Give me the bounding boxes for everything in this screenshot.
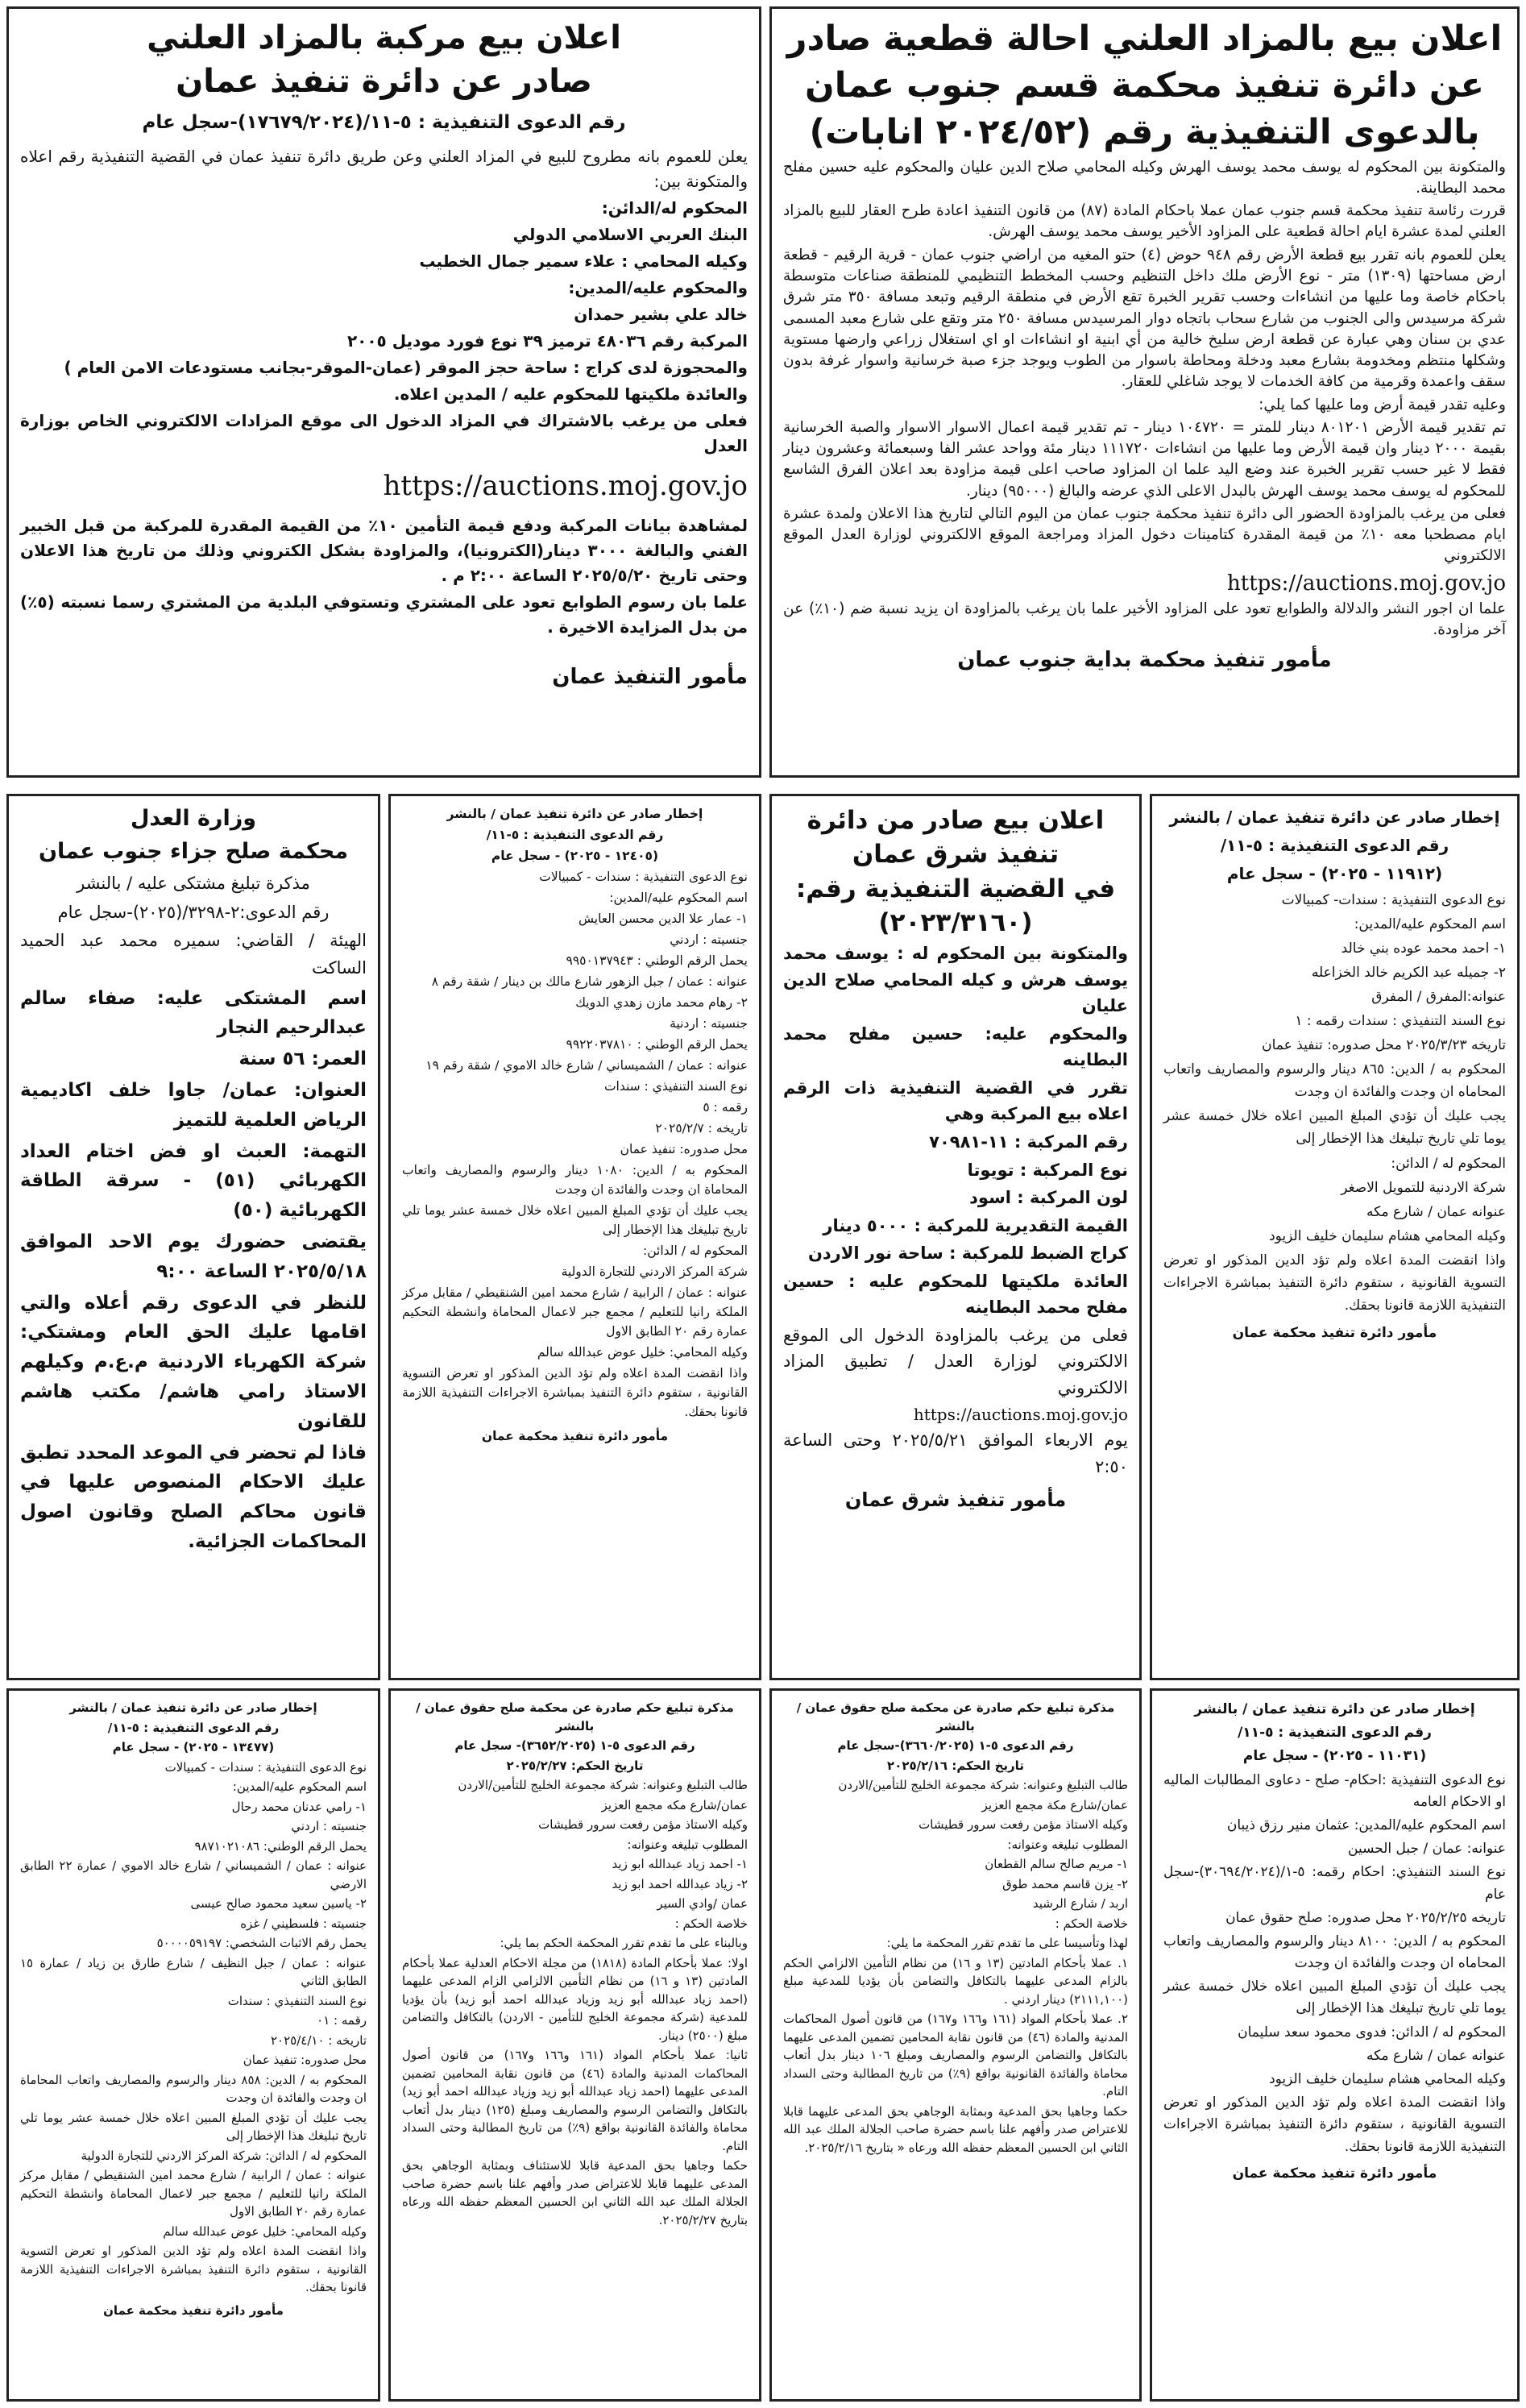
notice-paragraph: نوع الدعوى التنفيذية : سندات - كمبيالات <box>539 870 748 885</box>
notice-paragraph: جنسيته : اردنية <box>670 1016 748 1032</box>
notice-paragraph: المحكوم به / الدين: ٨٦٥ دينار والرسوم والمصاريف واتعاب المحاماه ان وجدت والفائدة ان وجدت <box>1163 1061 1506 1101</box>
notice-bold-line: لمشاهدة بيانات المركبة ودفع قيمة التأمين ١٠٪ من القيمة المقدرة للمركبة من قبل الخبير الفني والبالغة ٣٠٠٠ دينار(الكترونيا)، والمزاودة بشكل الكتروني وذلك من تاريخ هذا الاعلان وحتى تاريخ ٢٠٢٥/٥/٢٠ الساعة ٢:٠٠ م . <box>20 516 748 586</box>
notice-heading-line: رقم الدعوى التنفيذية : ٥-١١/ <box>1220 836 1449 855</box>
notice-paragraph: رقمه : ٥ <box>703 1100 748 1115</box>
notice-summons-south-amman <box>6 794 380 1680</box>
notice-bold-line: للنظر في الدعوى رقم أعلاه والتي اقامها عليك الحق العام ومشتكي: شركة الكهرباء الاردنية م.ع.م وكيلهم الاستاذ رامي هاشم/ مكتب هاشم للقانون <box>20 1292 367 1432</box>
notice-paragraph: شركة المركز الاردني للتجارة الدولية <box>561 1264 748 1280</box>
notice-judgment-3652 <box>388 1688 761 2402</box>
notice-paragraph: يعلن للعموم بانه تقرر بيع قطعة الأرض رقم ٩٤٨ حوض (٤) حتو المغيه من اراضي جنوب عمان - قرية الرقيم - قطعة ارض مساحتها (١٣٠٩) متر - نوع الأرض ملك داخل التنظيم وحسب المخطط التنظيمي للمنطقة صناعات متوسطة باحكام خاصة وما عليها من انشاءات وحسب تقرير الخبرة تقع الأرض في منطقة الرقيم وتبعد مسافة ٣٥٠ متر شرق شركة مرسيدس والى الجنوب من شارع سحاب باتجاه دوار المرسيدس مسافة ٢٥٠ متر وتقع على شارع معبد المسمى عدي بن سنان وهي عبارة عن قطعة ارض سليخ خالية من أي ابنية او انشاءات او اي استغلال زراعي وارضها مستوية وشكلها منتظم ومخدومة بشارع معبد ودخلة ومحاطة باسوار من الطوب ويوجد جزء صبة خرسانية واسوار غرفة بدون سقف واعمدة وقرمية من كافة الخدمات لا يوجد شاغلي للعقار. <box>783 246 1507 391</box>
notice-paragraph: نوع الدعوى التنفيذية : سندات - كمبيالات <box>164 1759 367 1775</box>
notice-paragraph: يجب عليك أن تؤدي المبلغ المبين اعلاه خلال خمسة عشر يوما تلي تاريخ تبليغك هذا الإخطار إلى <box>1163 1978 1506 2017</box>
notice-paragraph: تاريخه ٢٠٢٥/٢/٢٥ محل صدوره: صلح حقوق عمان <box>1225 1909 1506 1926</box>
notice-paragraph: نوع السند التنفيذي: احكام رقمه: ٥-١/(٣٠٦٩٤/٢٠٢٤)-سجل عام <box>1163 1864 1506 1903</box>
notice-paragraph: طالب التبليغ وعنوانه: شركة مجموعة الخليج للتأمين/الاردن <box>838 1778 1128 1792</box>
notice-paragraph: عنوانه : عمان / الرابية / شارع محمد امين الشنقيطي / مقابل مركز الملكة رانيا للتعليم / مجمع جبر لاعمال المحاماة وانشطة التحكيم عمارة رقم ٢٠ الطابق الاول <box>20 2168 367 2219</box>
notice-paragraph: المحكوم له / الدائن: <box>642 1243 748 1259</box>
notice-execution-11912 <box>1150 794 1520 1680</box>
notice-paragraph: ١. عملا بأحكام المادتين (١٣ و ١٦) من نظام التأمين الالزامي الحكم بالزام المدعى عليهما بالتكافل والتضامن بأن يؤديا للمدعية مبلغ (٢١١١,١٠٠) دينار اردني . <box>783 1955 1128 2007</box>
notice-paragraph: ٢- رهام محمد مازن زهدي الدويك <box>575 995 748 1011</box>
auction-site-link[interactable]: https://auctions.moj.gov.jo <box>383 469 748 502</box>
notice-paragraph: جنسيته : فلسطيني / غزه <box>240 1916 367 1931</box>
notice-paragraph: حكما وجاهيا بحق المدعية قابلا للاستئناف وبمثابة الوجاهي بحق المدعى عليهما قابلا للاعتراض صدر وأفهم علنا باسم حضرة صاحب الجلالة الملك عبد الله الثاني ابن الحسين المعظم حفظه الله ورعاه بتاريخ ٢٠٢٥/٢/٢٧. <box>402 2158 748 2227</box>
notice-title: (٢٠٢٣/٣١٦٠) <box>878 907 1033 937</box>
notice-paragraph: ٢- جميله عبد الكريم خالد الخزاعله <box>1311 965 1506 982</box>
notice-bold-line: لون المركبة : اسود <box>969 1188 1128 1208</box>
notice-heading-line: رقم الدعوى:٢-٣٢٩٨/(٢٠٢٥)-سجل عام <box>57 902 330 922</box>
notice-paragraph: يحمل الرقم الوطني : ٩٩٢٢٠٣٧٨١٠ <box>566 1037 748 1052</box>
notice-paragraph: ٢. عملا بأحكام المواد (١٦١ و١٦٦ و١٦٧) من قانون أصول المحاكمات المدنية والمادة (٤٦) من قانون نقابة المحامين تضمين المدعى عليهما بالتكافل والتضامن الرسوم والمصاريف ومبلغ ١٠٦ دينار بدل أتعاب محاماة والفائدة القانونية بواقع (٩٪) من تاريخ المطالبة وحتى السداد التام. <box>783 2012 1129 2099</box>
notice-signature: مأمور دائرة تنفيذ محكمة عمان <box>103 2302 284 2318</box>
notice-paragraph: عنوانه: عمان / جبل الحسين <box>1348 1841 1506 1858</box>
notice-heading-line: رقم الدعوى ٥-١ (٣٦٦٠/٢٠٢٥)-سجل عام <box>837 1738 1074 1753</box>
notice-bold-line: والمتكونة بين المحكوم له : يوسف محمد يوسف هرش و كيله المحامي صلاح الدين عليان <box>783 944 1128 1016</box>
notice-bold-line: العنوان: عمان/ جاوا خلف اكاديمية الرياض العلمية للتميز <box>20 1079 367 1131</box>
notice-paragraph: نوع السند التنفيذي : سندات <box>603 1079 748 1094</box>
notice-bold-line: المركبة رقم ٤٨٠٣٦ ترميز ٣٩ نوع فورد موديل ٢٠٠٥ <box>346 330 748 351</box>
notice-paragraph: محل صدوره: تنفيذ عمان <box>243 2053 367 2067</box>
notice-paragraph: يحمل الرقم الوطني: ٩٨٧١٠٢١٠٨٦ <box>194 1838 367 1854</box>
notice-heading-line: رقم الدعوى التنفيذية : ٥-١١/ <box>486 828 664 843</box>
notice-paragraph: وكيله المحامي: خليل عوض عبدالله سالم <box>163 2223 367 2239</box>
notice-heading-line: رقم الدعوى التنفيذية : ٥-١١/ <box>107 1720 280 1735</box>
notice-bold-line: القيمة التقديرية للمركبة : ٥٠٠٠ دينار <box>823 1215 1128 1235</box>
notice-heading-line: إخطار صادر عن دائرة تنفيذ عمان / بالنشر <box>1194 1701 1475 1717</box>
notice-paragraph: نوع السند التنفيذي : سندات <box>227 1993 367 2008</box>
notice-paragraph: وكيله المحامي هشام سليمان خليف الزيود <box>1269 1227 1506 1244</box>
notice-paragraph: اسم المحكوم عليه/المدين: عثمان منير رزق ذيبان <box>1226 1816 1506 1833</box>
notice-paragraph: عنوانه عمان / شارع مكه <box>1366 1203 1506 1220</box>
notice-paragraph: وكيله المحامي: خليل عوض عبدالله سالم <box>537 1345 748 1360</box>
notice-bold-line: يقتضى حضورك يوم الاحد الموافق ٢٠٢٥/٥/١٨ الساعة ٩:٠٠ <box>20 1231 367 1282</box>
notice-title: محكمة صلح جزاء جنوب عمان <box>38 839 349 865</box>
notice-signature: مأمور تنفيذ محكمة بداية جنوب عمان <box>957 648 1332 673</box>
notice-paragraph: ١- عمار علا الدين محسن العايش <box>578 911 748 927</box>
notice-paragraph: عنوانه عمان / شارع مكه <box>1366 2047 1506 2064</box>
notice-bold-line: تقرر في القضية التنفيذية ذات الرقم اعلاه بيع المركبة وهي <box>783 1077 1128 1124</box>
notice-paragraph: نوع الدعوى التنفيذية : سندات- كمبيالات <box>1281 892 1506 908</box>
notice-paragraph: المحكوم له / الدائن: فدوى محمود سعد سليمان <box>1238 2024 1506 2041</box>
notice-execution-11031 <box>1150 1688 1520 2402</box>
notice-bold-line: اسم المشتكى عليه: صفاء سالم عبدالرحيم النجار <box>20 987 367 1039</box>
notice-paragraph: اربد / شارع الرشيد <box>1032 1896 1128 1911</box>
notice-signature: مأمور التنفيذ عمان <box>552 665 748 690</box>
notice-paragraph: ١- رامي عدنان محمد رحال <box>231 1799 367 1814</box>
notice-paragraph: واذا انقضت المدة اعلاه ولم تؤد الدين المذكور او تعرض التسوية القانونية ، ستقوم دائرة التنفيذ بمباشرة الاجراءات التنفيذية اللازمة قانونا بحقك. <box>402 1366 748 1420</box>
notice-paragraph: المحكوم به / الدين: ١٠٨٠ دينار والرسوم والمصاريف واتعاب المحاماة ان وجدت والفائدة ان وجدت <box>402 1163 748 1198</box>
notice-paragraph: خلاصة الحكم : <box>1055 1916 1128 1931</box>
notice-auction-east-amman <box>769 794 1142 1680</box>
notice-title: في القضية التنفيذية رقم: <box>795 874 1116 903</box>
notice-paragraph: جنسيته : اردني <box>670 932 748 948</box>
notice-paragraph: ١- احمد محمد عوده بني خالد <box>1341 940 1506 957</box>
notice-paragraph: نوع السند التنفيذي : سندات رقمه : ١ <box>1295 1013 1506 1030</box>
notice-auction-land-south-amman <box>769 6 1520 778</box>
notice-bold-line: كراج الضبط للمركبة : ساحة نور الاردن <box>807 1243 1128 1264</box>
notice-paragraph: رقمه : ٠١ <box>317 2013 367 2028</box>
notice-paragraph: ١- احمد زياد عبدالله ابو زيد <box>612 1857 748 1871</box>
notice-paragraph: اسم المحكوم عليه/المدين: <box>609 891 748 906</box>
notice-execution-12405 <box>388 794 761 1680</box>
notice-subtitle: رقم الدعوى التنفيذية : ٥-١١/(١٧٦٧٩/٢٠٢٤)-سجل عام <box>142 112 626 133</box>
notice-heading-line: (١٣٤٧٧ - ٢٠٢٥) - سجل عام <box>112 1740 275 1754</box>
notice-title: صادر عن دائرة تنفيذ عمان <box>176 63 592 100</box>
notice-paragraph: طالب التبليغ وعنوانه: شركة مجموعة الخليج للتأمين/الاردن <box>458 1778 748 1792</box>
notice-paragraph: يجب عليك أن تؤدي المبلغ المبين اعلاه خلال خمسة عشر يوما تلي تاريخ تبليغك هذا الإخطار إلى <box>1163 1108 1506 1148</box>
notice-paragraph: ٢- زياد عبدالله احمد ابو زيد <box>612 1876 748 1891</box>
notice-bold-line: علما بان رسوم الطوابع تعود على المشتري وتستوفي البلدية من المشتري رسما نسبته (٥٪) من بدل المزايدة الاخيرة . <box>20 592 748 637</box>
notice-paragraph: تم تقدير قيمة الأرض ٨٠١٢٠١ دينار للمتر = ١٠٤٧٢٠ دينار - تم تقدير قيمة اعمال الاسوار الاسوار والصبة الخرسانية بقيمة ٢٠٠٠ دينار وان قيمة الأرض وما عليها من انشاءات ١١١٧٢٠ دينار مئة وواحد عشر الفا وسبعمائة وعشرون دينار فقط لا غير حسب تقرير الخبرة عند وضع اليد علما ان المزاود صاحب اعلى قيمة مزاودة بعد اعلان الفرق الشاسع للمحكوم له يوسف محمد يوسف الهرش بالبدل الاعلى الذي عرضه والبالغ (٩٥٠٠٠) دينار. <box>783 418 1507 500</box>
notice-paragraph: يحمل الرقم الوطني : ٩٩٥٠١٣٧٩٤٣ <box>566 953 748 969</box>
notice-paragraph: المطلوب تبليغه وعنوانه: <box>1007 1837 1128 1852</box>
notice-bold-line: خالد علي بشير حمدان <box>574 304 748 324</box>
notice-paragraph: وكيله الاستاذ مؤمن رفعت سرور قطيشات <box>919 1817 1128 1832</box>
notice-paragraph: عنوانه : عمان / جبل النظيف / شارع طارق بن زياد / عمارة ١٥ الطابق الثاني <box>20 1955 367 1988</box>
notice-paragraph: نوع الدعوى التنفيذية :احكام- صلح - دعاوى المطالبات الماليه او الاحكام العامه <box>1163 1771 1506 1810</box>
notice-signature: مأمور دائرة تنفيذ محكمة عمان <box>1232 1324 1437 1341</box>
notice-paragraph: المطلوب تبليغه وعنوانه: <box>627 1837 748 1852</box>
notice-paragraph: عنوانه : عمان / جبل الزهور شارع مالك بن دينار / شقة رقم ٨ <box>431 974 748 990</box>
notice-paragraph: فعلى من يرغب بالمزاودة الحضور الى دائرة تنفيذ محكمة جنوب عمان من اليوم التالي لتاريخ هذا الاعلان ولمدة عشرة ايام مصطحبا معه ١٠٪ من قيمة المقدرة كتامينات دخول المزاد ومراجعة الموقع الالكتروني لوزارة العدل الموقع الالكتروني <box>783 504 1506 565</box>
notice-bold-line: والمحجوزة لدى كراج : ساحة حجز الموقر (عمان-الموقر-بجانب مستودعات الامن العام ) <box>64 357 748 377</box>
notice-paragraph: لهذا وتأسيسا على ما تقدم تقرر المحكمة ما يلي: <box>886 1936 1128 1950</box>
notice-paragraph: واذا انقضت المدة اعلاه ولم تؤد الدين المذكور او تعرض التسوية القانونية ، ستقوم دائرة التنفيذ بمباشرة الاجراءات التنفيذية اللازمة قانونا بحقك. <box>1163 1252 1506 1314</box>
notice-paragraph: يجب عليك أن تؤدي المبلغ المبين اعلاه خلال خمسة عشر يوما تلي تاريخ تبليغك هذا الإخطار إلى <box>20 2110 367 2143</box>
auction-site-link[interactable]: https://auctions.moj.gov.jo <box>913 1405 1128 1425</box>
notice-signature: مأمور دائرة تنفيذ محكمة عمان <box>481 1429 669 1444</box>
notice-bold-line: والعائدة ملكيتها للمحكوم عليه / المدين اعلاه. <box>393 384 748 404</box>
notice-heading-line: إخطار صادر عن دائرة تنفيذ عمان / بالنشر <box>446 807 703 821</box>
notice-paragraph: عنوانه:المفرق / المفرق <box>1371 989 1506 1006</box>
notice-execution-13477 <box>6 1688 380 2402</box>
notice-paragraph: يعلن للعموم بانه مطروح للبيع في المزاد العلني وعن طريق دائرة تنفيذ عمان في القضية التنفيذية رقم اعلاه والمتكونة بين: <box>20 146 748 191</box>
notice-heading-line: مذكرة تبليغ حكم صادرة عن محكمة صلح حقوق عمان / بالنشر <box>416 1700 734 1733</box>
notice-heading-line: (١٢٤٠٥ - ٢٠٢٥) - سجل عام <box>491 849 659 864</box>
notice-bold-line: المحكوم له/الدائن: <box>601 197 748 218</box>
notice-title: اعلان بيع بالمزاد العلني احالة قطعية صادر <box>786 19 1503 59</box>
notice-paragraph: الهيئة / القاضي: سميره محمد عبد الحميد الساكت <box>20 931 367 978</box>
notice-paragraph: ٢- يزن قاسم محمد طوق <box>1002 1876 1128 1891</box>
notice-bold-line: البنك العربي الاسلامي الدولي <box>512 224 748 244</box>
notice-heading-line: تاريخ الحكم: ٢٠٢٥/٢/١٦ <box>887 1758 1024 1773</box>
notice-heading-line: (١١٠٣١ - ٢٠٢٥) - سجل عام <box>1242 1748 1427 1765</box>
notice-heading-line: (١١٩١٢ - ٢٠٢٥) - سجل عام <box>1226 864 1443 883</box>
notice-paragraph: عنوانه : عمان / الشميساني / شارع خالد الاموي / عمارة ٢٢ الطابق الارضي <box>20 1858 367 1891</box>
notice-bold-line: العائدة ملكيتها للمحكوم عليه : حسين مفلح محمد البطاينه <box>783 1271 1128 1318</box>
notice-paragraph: خلاصة الحكم : <box>674 1916 748 1931</box>
notice-title: بالدعوى التنفيذية رقم (٢٠٢٤/٥٢ انابات) <box>809 111 1480 152</box>
notice-paragraph: يحمل رقم الاثبات الشخصي: ٥٠٠٠٠٥٩١٩٧ <box>156 1936 367 1950</box>
notice-signature: مأمور دائرة تنفيذ محكمة عمان <box>1232 2165 1437 2182</box>
notice-paragraph: والمتكونة بين المحكوم له يوسف محمد يوسف الهرش وكيله المحامي صلاح الدين عليان والمحكوم عليه حسين مفلح محمد البطاينة. <box>783 158 1506 197</box>
notice-paragraph: اسم المحكوم عليه/المدين: <box>232 1779 367 1794</box>
notice-title: عن دائرة تنفيذ محكمة قسم جنوب عمان <box>805 64 1484 106</box>
notice-paragraph: عمان/شارع مكه مجمع العزيز <box>601 1797 748 1812</box>
notice-paragraph: ١- مريم صالح سالم القطعان <box>985 1857 1128 1871</box>
notice-title: تنفيذ شرق عمان <box>852 840 1059 870</box>
notice-paragraph: المحكوم به / الدين: ٨١٠٠ دينار والرسوم والمصاريف واتعاب المحاماه ان وجدت والفائدة ان وجدت <box>1163 1933 1506 1972</box>
notice-paragraph: واذا انقضت المدة اعلاه ولم تؤد الدين المذكور او تعرض التسوية القانونية ، ستقوم دائرة التنفيذ بمباشرة الاجراءات التنفيذية اللازمة قانونا بحقك. <box>1163 2095 1506 2155</box>
notice-paragraph: قررت رئاسة تنفيذ محكمة قسم جنوب عمان عملا باحكام المادة (٨٧) من قانون التنفيذ اعادة طرح العقار للبيع بالمزاد العلني لمدة عشرة ايام احالة قطعية على المزاود الأخير يوسف محمد يوسف الهرش. <box>783 202 1506 241</box>
notice-paragraph: تاريخه ٢٠٢٥/٣/٢٣ محل صدوره: تنفيذ عمان <box>1262 1037 1506 1054</box>
notice-auction-vehicle-amman <box>6 6 761 778</box>
notice-paragraph: يوم الاربعاء الموافق ٢٠٢٥/٥/٢١ وحتى الساعة ٢:٥٠ <box>783 1430 1129 1477</box>
notice-paragraph: علما ان اجور النشر والدلالة والطوابع تعود على المزاود الأخير علما بان يرغب بالمزاودة ان يزيد نسبة ضم (١٠٪) عن آخر مزاودة. <box>783 600 1506 638</box>
notice-paragraph: عمان /وادي السير <box>657 1896 748 1911</box>
notice-heading-line: مذكرة تبليغ مشتكى عليه / بالنشر <box>77 874 310 894</box>
notice-heading-line: إخطار صادر عن دائرة تنفيذ عمان / بالنشر <box>1169 808 1500 827</box>
notice-bold-line: العمر: ٥٦ سنة <box>238 1048 367 1070</box>
notice-bold-line: فعلى من يرغب بالاشتراك في المزاد الدخول الى موقع المزادات الالكتروني الخاص بوزارة العدل <box>20 410 748 455</box>
notice-paragraph: عمان/شارع مكة مجمع العزيز <box>981 1797 1128 1812</box>
notice-bold-line: والمحكوم عليه: حسين مفلح محمد البطاينه <box>783 1023 1128 1070</box>
notice-paragraph: عنوانه : عمان / الرابية / شارع محمد امين الشنقيطي / مقابل مركز الملكة رانيا للتعليم / مجمع جبر لاعمال المحاماة وانشطة التحكيم عمارة رقم ٢٠ الطابق الاول <box>402 1285 748 1339</box>
notice-heading-line: مذكرة تبليغ حكم صادرة عن محكمة صلح حقوق عمان / بالنشر <box>796 1700 1115 1733</box>
notice-paragraph: وكيله المحامي هشام سليمان خليف الزيود <box>1269 2071 1506 2087</box>
notice-title: اعلان بيع مركبة بالمزاد العلني <box>147 19 621 56</box>
notice-heading-line: إخطار صادر عن دائرة تنفيذ عمان / بالنشر <box>69 1700 317 1715</box>
notice-paragraph: وعليه تقدر قيمة أرض وما عليها كما يلي: <box>1259 396 1506 413</box>
notice-heading-line: رقم الدعوى التنفيذية : ٥-١١/ <box>1238 1725 1432 1742</box>
notice-paragraph: ثانيا: عملا بأحكام المواد (١٦١ و١٦٦ و١٦٧) من قانون أصول المحاكمات المدنية والمادة (٤٦) من قانون نقابة المحامين تضمين المدعى عليهما (احمد زياد عبدالله أبو زيد وزياد عبدالله احمد أبو زيد) بالتكافل والتضامن الرسوم والمصاريف ومبلغ (١٢٥) دينار بدل أتعاب محاماة والفائدة القانونية بواقع (٩٪) من تاريخ المطالبة وحتى السداد التام. <box>402 2048 748 2153</box>
notice-paragraph: شركة الاردنية للتمويل الاصغر <box>1341 1179 1506 1196</box>
notice-paragraph: جنسيته : اردني <box>291 1819 367 1833</box>
auction-site-link[interactable]: https://auctions.moj.gov.jo <box>1227 571 1506 596</box>
notice-paragraph: محل صدوره: تنفيذ عمان <box>620 1142 748 1157</box>
notice-title: اعلان بيع صادر من دائرة <box>807 806 1105 835</box>
notice-bold-line: وكيله المحامي : علاء سمير جمال الخطيب <box>419 251 748 271</box>
notice-paragraph: المحكوم به / الدين: ٨٥٨ دينار والرسوم والمصاريف واتعاب المحاماة ان وجدت والفائدة ان وجدت <box>20 2072 367 2105</box>
notice-bold-line: فاذا لم تحضر في الموعد المحدد تطبق عليك الاحكام المنصوص عليها في قانون محاكم الصلح وقانون اصول المحاكمات الجزائية. <box>20 1442 367 1552</box>
notice-signature: مأمور تنفيذ شرق عمان <box>844 1488 1067 1511</box>
notice-paragraph: اولا: عملا بأحكام المادة (١٨١٨) من مجلة الاحكام العدلية عملا بأحكام المادتين (١٣ و ١٦) من نظام التأمين الالزامي الزام المدعى عليهما (احمد زياد عبدالله أبو زيد وزياد عبدالله احمد أبو زيد) بأن يؤديا للمدعية (شركة مجموعة الخليج للتأمين - الاردن) بالتكافل والتضامن مبلغ (٢٥٠٠) دينار. <box>402 1955 748 2043</box>
notice-judgment-3660 <box>769 1688 1142 2402</box>
notice-bold-line: رقم المركبة : ١١-٧٠٩٨١ <box>929 1132 1128 1152</box>
notice-paragraph: واذا انقضت المدة اعلاه ولم تؤد الدين المذكور او تعرض التسوية القانونية ، ستقوم دائرة التنفيذ بمباشرة الاجراءات التنفيذية اللازمة قانونا بحقك. <box>20 2244 367 2294</box>
notice-paragraph: عنوانه : عمان / الشميساني / شارع خالد الاموي / شقة رقم ١٩ <box>425 1058 748 1073</box>
notice-bold-line: نوع المركبة : تويوتا <box>967 1160 1128 1180</box>
notice-paragraph: ٢- ياسين سعيد محمود صالح عيسى <box>190 1896 367 1911</box>
notice-bold-line: والمحكوم عليه/المدين: <box>568 277 748 297</box>
notice-title: وزارة العدل <box>130 806 257 831</box>
notice-paragraph: حكما وجاهيا بحق المدعية وبمثابة الوجاهي بحق المدعى عليهما قابلا للاعتراض صدر وأفهم علنا باسم حضرة صاحب الجلالة الملك عبد الله الثاني ابن الحسين المعظم حفظه الله ورعاه « بتاريخ ٢٠٢٥/٢/١٦. <box>783 2103 1128 2155</box>
notice-paragraph: تاريخه : ٢٠٢٥/٤/١٠ <box>271 2032 367 2048</box>
notice-paragraph: المحكوم له / الدائن: <box>1391 1155 1506 1172</box>
notice-heading-line: تاريخ الحكم: ٢٠٢٥/٢/٢٧ <box>506 1758 644 1773</box>
notice-paragraph: اسم المحكوم عليه/المدين: <box>1354 916 1506 933</box>
notice-paragraph: المحكوم له / الدائن: شركة المركز الاردني للتجارة الدولية <box>81 2148 367 2163</box>
notice-paragraph: فعلى من يرغب بالمزاودة الدخول الى الموقع الالكتروني لوزارة العدل / تطبيق المزاد الالكتروني <box>783 1325 1128 1397</box>
notice-paragraph: وبالبناء على ما تقدم تقرر المحكمة الحكم بما يلي: <box>500 1936 748 1950</box>
notice-paragraph: تاريخه : ٢٠٢٥/٢/٧ <box>655 1121 748 1136</box>
notice-bold-line: التهمة: العبث او فض اختام العداد الكهربائي (٥١) - سرقة الطاقة الكهربائية (٥٠) <box>20 1140 367 1222</box>
notice-heading-line: رقم الدعوى ٥-١ (٣٦٥٢/٢٠٢٥)- سجل عام <box>454 1738 695 1753</box>
notice-paragraph: يجب عليك أن تؤدي المبلغ المبين اعلاه خلال خمسة عشر يوما تلي تاريخ تبليغك هذا الإخطار إلى <box>402 1203 748 1238</box>
notice-paragraph: وكيله الاستاذ مؤمن رفعت سرور قطيشات <box>538 1817 748 1832</box>
